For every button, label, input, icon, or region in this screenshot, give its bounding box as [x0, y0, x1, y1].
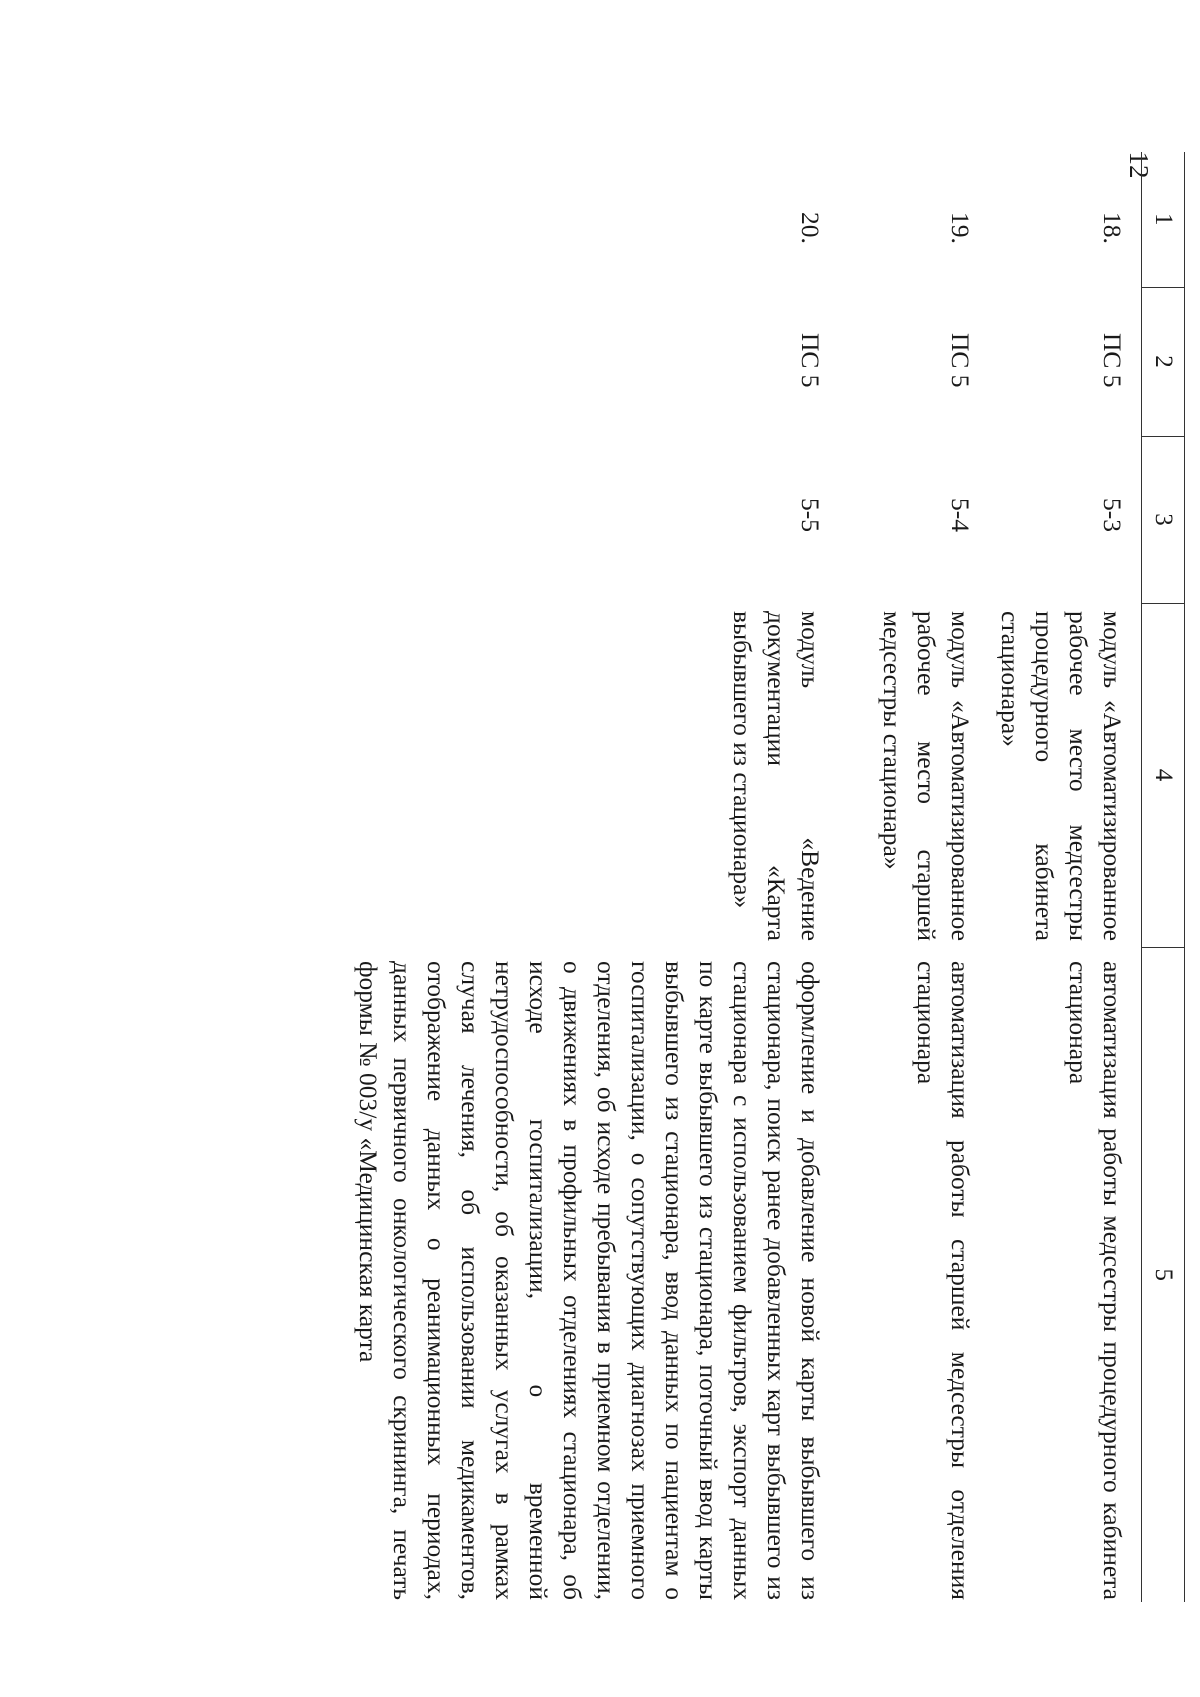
- row-number: 19.: [946, 212, 975, 244]
- row-system: ПС 5: [1098, 333, 1127, 388]
- column-header-3: 3: [1142, 436, 1185, 603]
- table-row: [839, 152, 989, 1602]
- row-function: автоматизация работы медсестры процедурного кабинета стационара: [1064, 961, 1127, 1600]
- row-system: ПС 5: [946, 333, 975, 388]
- row-module: модуль «Автоматизированное рабочее место медсестры процедурного кабинета стационара»: [996, 611, 1127, 941]
- column-header-4: 4: [1142, 603, 1185, 947]
- column-header-1: 1: [1142, 152, 1185, 287]
- row-code: 5-3: [1098, 498, 1127, 532]
- table-header-row: [1142, 152, 1185, 1602]
- row-code: 5-5: [796, 498, 825, 532]
- row-number: 18.: [1098, 212, 1127, 244]
- row-code: 5-4: [946, 498, 975, 532]
- table-row: [351, 152, 839, 1602]
- column-header-2: 2: [1142, 287, 1185, 436]
- row-module: модуль «Ведение документации «Карта выбывшего из стационара»: [728, 611, 825, 941]
- table-row: [989, 152, 1142, 1602]
- registry-table: [351, 152, 1185, 1602]
- page-number: 12: [1124, 151, 1154, 179]
- row-function: оформление и добавление новой карты выбывшего из стационара, поиск ранее добавленных карт выбывшего из стационара с использованием фильтров, экспорт данных по карте выбывшего из стационара, поточный ввод карты выбывшего из стационара, ввод данных по пациентам о госпитализации, о сопутствующих диагнозах приемного отделения, об исходе пребывания в приемном отделении, о движениях в профильных отделениях стационара, об исходе госпитализации, о временной нетрудоспособности, об оказанных услугах в рамках случая лечения, об использовании медикаментов, отображение данных о реанимационных периодах, данных первичного онкологического скрининга, печать формы № 003/у «Медицинская карта: [354, 961, 825, 1600]
- row-system: ПС 5: [796, 333, 825, 388]
- rotated-table-container: [205, 152, 1185, 1602]
- row-module: модуль «Автоматизированное рабочее место старшей медсестры стационара»: [878, 611, 975, 941]
- row-function: автоматизация работы старшей медсестры отделения стационара: [912, 961, 975, 1600]
- row-number: 20.: [796, 212, 825, 244]
- column-header-5: 5: [1142, 947, 1185, 1602]
